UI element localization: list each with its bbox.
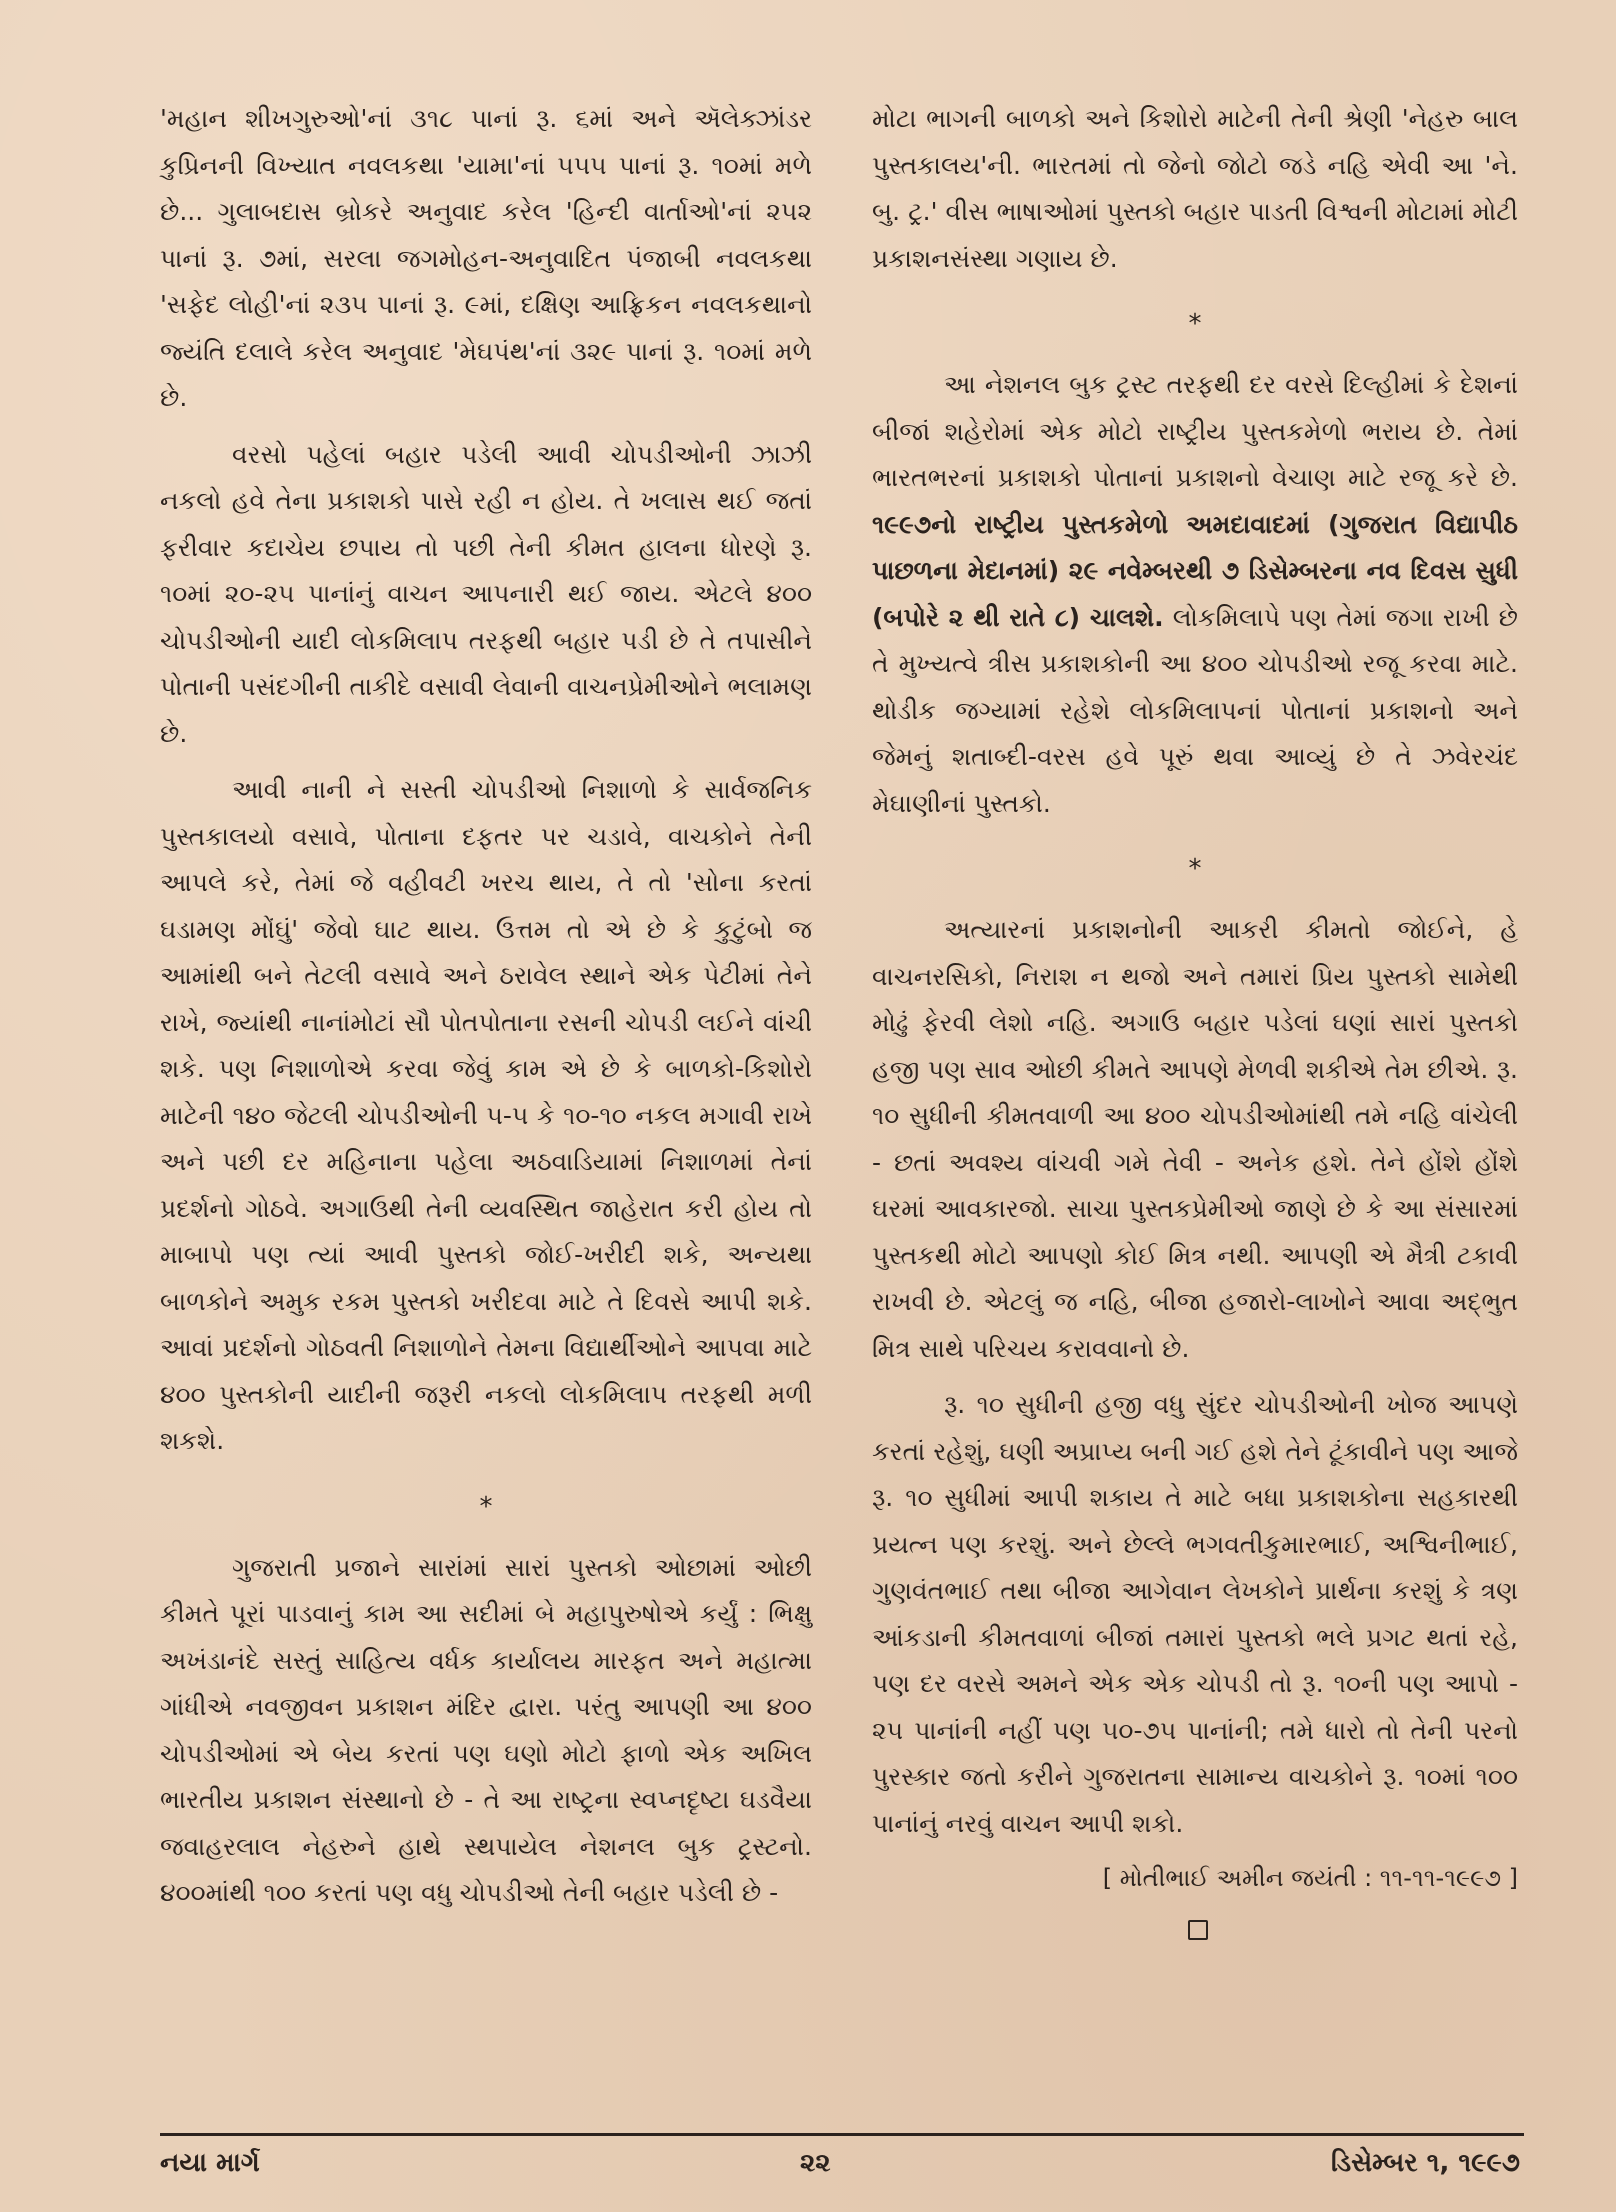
paragraph: વરસો પહેલાં બહાર પડેલી આવી ચોપડીઓની ઝાઝી નકલો હવે તેના પ્રકાશકો પાસે રહી ન હોય. તે ખલાસ થઈ જતાં ફરીવાર કદાચેય છપાય તો પછી તેની કીમત હાલના ધોરણે રૂ. ૧૦માં ૨૦-૨૫ પાનાંનું વાચન આપનારી થઈ જાય. એટલે ૪૦૦ ચોપડીઓની યાદી લોકમિલાપ તરફથી બહાર પડી છે તે તપાસીને પોતાની પસંદગીની તાકીદે વસાવી લેવાની વાચનપ્રેમીઓને ભલામણ છે. [160, 439, 812, 748]
right-column [872, 96, 1518, 1940]
section-separator: * [1188, 854, 1202, 884]
paragraph-text: આ નેશનલ બુક ટ્રસ્ટ તરફથી દર વરસે દિલ્હીમાં કે દેશનાં બીજાં શહેરોમાં એક મોટો રાષ્ટ્રીય પુસ્તકમેળો ભરાય છે. તેમાં ભારતભરનાં પ્રકાશકો પોતાનાં પ્રકાશનો વેચાણ માટે રજૂ કરે છે. [872, 370, 1518, 492]
magazine-name: નયા માર્ગ [160, 2148, 260, 2178]
paragraph: ગુજરાતી પ્રજાને સારાંમાં સારાં પુસ્તકો ઓછામાં ઓછી કીમતે પૂરાં પાડવાનું કામ આ સદીમાં બે મહાપુરુષોએ કર્યું : ભિક્ષુ અખંડાનંદે સસ્તું સાહિત્ય વર્ધક કાર્યાલય મારફત અને મહાત્મા ગાંધીએ નવજીવન પ્રકાશન મંદિર દ્વારા. પરંતુ આપણી આ ૪૦૦ ચોપડીઓમાં એ બેય કરતાં પણ ઘણો મોટો ફાળો એક અખિલ ભારતીય પ્રકાશન સંસ્થાનો છે - તે આ રાષ્ટ્રના સ્વપ્નદૃષ્ટા ઘડવૈયા જવાહરલાલ નેહરુને હાથે સ્થપાયેલ નેશનલ બુક ટ્રસ્ટનો. ૪૦૦માંથી ૧૦૦ કરતાં પણ વધુ ચોપડીઓ તેની બહાર પડેલી છે - [160, 1552, 812, 1907]
paragraph: આવી નાની ને સસ્તી ચોપડીઓ નિશાળો કે સાર્વજનિક પુસ્તકાલયો વસાવે, પોતાના દફતર પર ચડાવે, વાચકોને તેની આપલે કરે, તેમાં જે વહીવટી ખરચ થાય, તે તો 'સોના કરતાં ઘડામણ મોંઘું' જેવો ઘાટ થાય. ઉત્તમ તો એ છે કે કુટુંબો જ આમાંથી બને તેટલી વસાવે અને ઠરાવેલ સ્થાને એક પેટીમાં તેને રાખે, જ્યાંથી નાનાંમોટાં સૌ પોતપોતાના રસની ચોપડી લઈને વાંચી શકે. પણ નિશાળોએ કરવા જેવું કામ એ છે કે બાળકો-કિશોરો માટેની ૧૪૦ જેટલી ચોપડીઓની ૫-૫ કે ૧૦-૧૦ નકલ મગાવી રાખે અને પછી દર મહિનાના પહેલા અઠવાડિયામાં નિશાળમાં તેનાં પ્રદર્શનો ગોઠવે. અગાઉથી તેની વ્યવસ્થિત જાહેરાત કરી હોય તો માબાપો પણ ત્યાં આવી પુસ્તકો જોઈ-ખરીદી શકે, અન્યથા બાળકોને અમુક રકમ પુસ્તકો ખરીદવા માટે તે દિવસે આપી શકે. આવાં પ્રદર્શનો ગોઠવતી નિશાળોને તેમના વિદ્યાર્થીઓને આપવા માટે ૪૦૦ પુસ્તકોની યાદીની જરૂરી નકલો લોકમિલાપ તરફથી મળી શકશે. [160, 775, 812, 1455]
left-column [160, 96, 812, 1917]
end-of-article-mark [1188, 1920, 1208, 1940]
paragraph-text: લોકમિલાપે પણ તેમાં જગા રાખી છે તે મુખ્યત્વે ત્રીસ પ્રકાશકોની આ ૪૦૦ ચોપડીઓ રજૂ કરવા માટે. થોડીક જગ્યામાં રહેશે લોકમિલાપનાં પોતાનાં પ્રકાશનો અને જેમનું શતાબ્દી-વરસ હવે પૂરું થવા આવ્યું છે તે ઝવેરચંદ મેઘાણીનાં પુસ્તકો. [872, 602, 1519, 818]
section-separator: * [479, 1491, 493, 1522]
book-fair-announcement: ૧૯૯૭નો રાષ્ટ્રીય પુસ્તકમેળો અમદાવાદમાં (ગુજરાત વિદ્યાપીઠ પાછળના મેદાનમાં) ૨૯ નવેમ્બરથી ૭ ડિસેમ્બરના નવ દિવસ સુધી (બપોરે ૨ થી રાતે ૮) ચાલશે. [872, 509, 1518, 632]
issue-date: ડિસેમ્બર ૧, ૧૯૯૭ [1330, 2148, 1520, 2178]
paragraph: અત્યારનાં પ્રકાશનોની આકરી કીમતો જોઈને, હે વાચનરસિકો, નિરાશ ન થજો અને તમારાં પ્રિય પુસ્તકો સામેથી મોઢું ફેરવી લેશો નહિ. અગાઉ બહાર પડેલાં ઘણાં સારાં પુસ્તકો હજી પણ સાવ ઓછી કીમતે આપણે મેળવી શકીએ તેમ છીએ. રૂ. ૧૦ સુધીની કીમતવાળી આ ૪૦૦ ચોપડીઓમાંથી તમે નહિ વાંચેલી - છતાં અવશ્ય વાંચવી ગમે તેવી - અનેક હશે. તેને હોંશે હોંશે ઘરમાં આવકારજો. સાચા પુસ્તકપ્રેમીઓ જાણે છે કે આ સંસારમાં પુસ્તકથી મોટો આપણો કોઈ મિત્ર નથી. આપણી એ મૈત્રી ટકાવી રાખવી છે. એટલું જ નહિ, બીજા હજારો-લાખોને આવા અદ્‌ભુત મિત્ર સાથે પરિચય કરાવવાનો છે. [872, 915, 1518, 1363]
author-citation: [ મોતીભાઈ અમીન જયંતી : ૧૧-૧૧-૧૯૯૭ ] [1102, 1864, 1518, 1892]
paragraph: 'મહાન શીખગુરુઓ'નાં ૩૧૮ પાનાં રૂ. ૬માં અને ઍલેક્ઝાંડર કુપ્રિનની વિખ્યાત નવલકથા 'યામા'નાં ૫૫૫ પાનાં રૂ. ૧૦માં મળે છે... ગુલાબદાસ બ્રોકરે અનુવાદ કરેલ 'હિન્દી વાર્તાઓ'નાં ૨૫૨ પાનાં રૂ. ૭માં, સરલા જગમોહન-અનુવાદિત પંજાબી નવલકથા 'સફેદ લોહી'નાં ૨૩૫ પાનાં રૂ. ૯માં, દક્ષિણ આફ્રિકન નવલકથાનો જ્યંતિ દલાલે કરેલ અનુવાદ 'મેઘપંથ'નાં ૩૨૯ પાનાં રૂ. ૧૦માં મળે છે. [160, 104, 812, 412]
section-separator: * [1188, 309, 1202, 339]
paragraph [872, 362, 1518, 827]
page-number: ૨૨ [800, 2148, 831, 2178]
paragraph: મોટા ભાગની બાળકો અને કિશોરો માટેની તેની શ્રેણી 'નેહરુ બાલ પુસ્તકાલય'ની. ભારતમાં તો જેનો જોટો જડે નહિ એવી આ 'ને. બુ. ટ્ર.' વીસ ભાષાઓમાં પુસ્તકો બહાર પાડતી વિશ્વની મોટામાં મોટી પ્રકાશનસંસ્થા ગણાય છે. [872, 104, 1518, 273]
paragraph: રૂ. ૧૦ સુધીની હજી વધુ સુંદર ચોપડીઓની ખોજ આપણે કરતાં રહેશું, ઘણી અપ્રાપ્ય બની ગઈ હશે તેને ટૂંકાવીને પણ આજે રૂ. ૧૦ સુધીમાં આપી શકાય તે માટે બધા પ્રકાશકોના સહકારથી પ્રયત્ન પણ કરશું. અને છેલ્લે ભગવતીકુમારભાઈ, અશ્વિનીભાઈ, ગુણવંતભાઈ તથા બીજા આગેવાન લેખકોને પ્રાર્થના કરશું કે ત્રણ આંકડાની કીમતવાળાં બીજાં તમારાં પુસ્તકો ભલે પ્રગટ થતાં રહે, પણ દર વરસે અમને એક એક ચોપડી તો રૂ. ૧૦ની પણ આપો - ૨૫ પાનાંની નહીં પણ ૫૦-૭૫ પાનાંની; તમે ધારો તો તેની પરનો પુરસ્કાર જતો કરીને ગુજરાતના સામાન્ય વાચકોને રૂ. ૧૦માં ૧૦૦ પાનાંનું નરવું વાચન આપી શકો. [872, 1390, 1518, 1838]
footer-divider [160, 2133, 1524, 2136]
